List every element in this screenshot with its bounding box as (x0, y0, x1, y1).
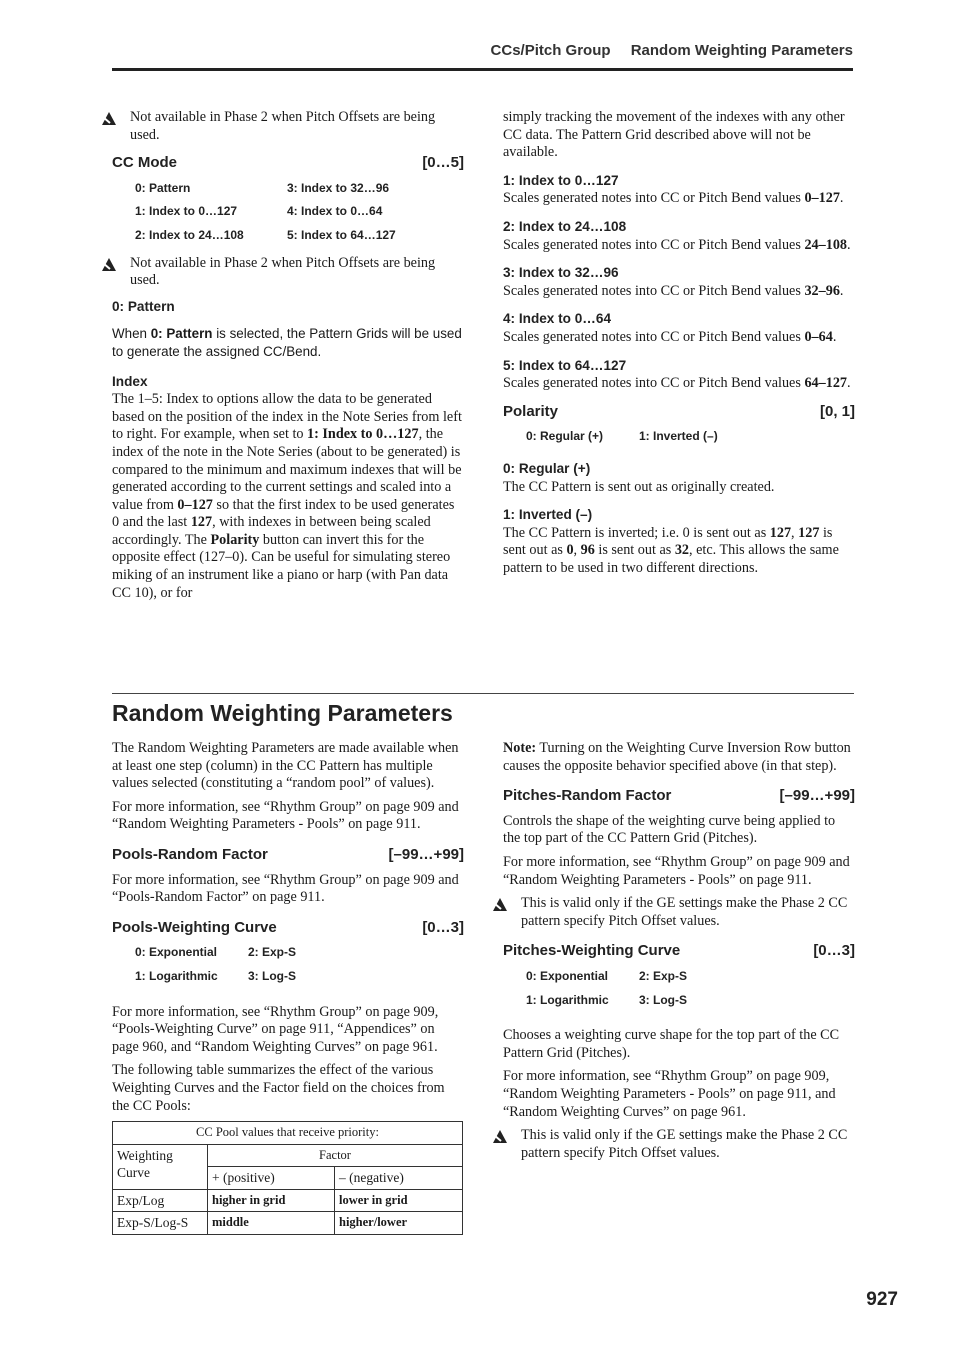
note-paragraph (503, 740, 855, 775)
text-run-bold: 32 (674, 542, 690, 559)
text-run: , (791, 524, 799, 541)
option: 3: Log-S (639, 992, 687, 1007)
page-number: 927 (866, 1289, 898, 1310)
left-column-bottom (112, 740, 464, 1235)
factor-paragraph: Controls the shape of the weighting curve being applied to the top part of the CC Pattern Grid (Pitches). (503, 812, 836, 847)
index-item (503, 172, 855, 208)
index-item-heading: 5: Index to 64…127 (503, 357, 627, 373)
text-run: , the index of the note in the Note Series (about to be generated) is compared to the minimum and maximum indexes that will be generated according to the current settings and scaled into a value from (112, 426, 462, 513)
text-run-bold: 127 (798, 524, 820, 541)
caution-icon (100, 255, 118, 272)
pools-factor-range: [–99…+99] (388, 845, 464, 863)
option: 1: Logarithmic (135, 968, 218, 983)
pools-curve-heading (112, 919, 464, 937)
caution-note (112, 255, 464, 290)
pools-factor-heading (112, 846, 464, 864)
table-cell: lower in grid (335, 1189, 463, 1212)
weighting-curve-table (112, 1121, 463, 1235)
regular-paragraph: The CC Pattern is sent out as originally created. (503, 478, 775, 495)
index-heading: Index (112, 373, 148, 389)
reference-paragraph: For more information, see “Rhythm Group” on page 909, “Random Weighting Parameters - Pools” on page 911, and “Random Weighting Curves” on page 961. (503, 1068, 836, 1120)
table-cell: middle (208, 1212, 335, 1235)
section-divider (112, 693, 854, 694)
option: 0: Regular (+) (526, 429, 604, 444)
table-row (113, 1212, 463, 1235)
text-run: The 1–5: Index to options allow the data to be generated based on the position of the index in the Note Series from left to right. For example, when set to (112, 391, 462, 443)
table-header-positive: + (positive) (208, 1167, 335, 1190)
text-run: so that the first index to be used generates 0 and the last (112, 496, 455, 531)
text-run: Scales generated notes into CC or Pitch Bend values (503, 190, 805, 207)
option: 3: Log-S (248, 968, 296, 983)
table-intro-paragraph: The following table summarizes the effect of the various Weighting Curves and the Factor field on the choices from the CC Pools: (112, 1062, 445, 1114)
pitches-curve-range: [0…3] (813, 942, 855, 960)
text-run-bold: 127 (769, 524, 792, 541)
index-item (503, 264, 855, 300)
section-title: Random Weighting Parameters (112, 700, 453, 726)
option: 0: Exponential (526, 968, 609, 983)
range-value: 0–64 (804, 328, 833, 345)
index-item-text: Scales generated notes into CC or Pitch Bend values 32–96. (503, 282, 844, 299)
option: 0: Exponential (135, 945, 218, 960)
reference-paragraph: For more information, see “Rhythm Group” on page 909, “Pools-Weighting Curve” on page 911, “Appendices” on page 960, and “Random Weighting Curves” on page 961. (112, 1003, 439, 1055)
index-item (503, 357, 855, 393)
intro-paragraph: The Random Weighting Parameters are made available when at least one step (column) in the CC Pattern has multiple values selected (constituting a “random pool” of values). (112, 740, 459, 792)
index-item (503, 310, 855, 346)
pitches-curve-heading (503, 942, 855, 960)
caution-note (112, 109, 464, 144)
option: 1: Index to 0…127 (135, 204, 238, 219)
left-column-top (112, 109, 464, 608)
caution-note (503, 1127, 855, 1162)
cc-mode-heading (112, 154, 464, 172)
text-run-bold: 0–127 (177, 496, 213, 513)
index-item-text: Scales generated notes into CC or Pitch Bend values 64–127. (503, 375, 851, 392)
continued-paragraph: simply tracking the movement of the indexes with any other CC data. The Pattern Grid described above will not be available. (503, 109, 845, 161)
table-cell: Exp-S/Log-S (113, 1212, 208, 1235)
pitches-factor-range: [–99…+99] (779, 787, 855, 805)
caution-text: This is valid only if the GE settings make the Phase 2 CC pattern specify Pitch Offset values. (521, 1127, 848, 1161)
note-label: Note: (503, 740, 537, 756)
cc-mode-range: [0…5] (422, 154, 464, 172)
pools-curve-title: Pools-Weighting Curve (112, 918, 277, 936)
text-run: is selected, the Pattern Grids will be used to generate the assigned CC/Bend. (112, 326, 462, 359)
table-row (113, 1144, 463, 1167)
caution-icon (100, 109, 118, 126)
text-run: When (112, 326, 151, 342)
table-row (113, 1189, 463, 1212)
text-run: button can invert this for the opposite effect (127–0). Can be useful for simulating stereo miking of an instrument like a piano or harp (with Pan data CC 10), or for (112, 531, 451, 601)
text-run: Scales generated notes into CC or Pitch Bend values (503, 236, 805, 253)
table-header-curve: Weighting Curve (113, 1144, 208, 1189)
text-run: Scales generated notes into CC or Pitch Bend values (503, 282, 805, 299)
pools-curve-options (135, 944, 464, 985)
option: 0: Pattern (135, 180, 191, 195)
header-section: CCs/Pitch Group (490, 42, 611, 59)
option: 3: Index to 32…96 (287, 180, 390, 195)
table-row (113, 1122, 463, 1145)
caution-note (503, 895, 855, 930)
text-run: Scales generated notes into CC or Pitch Bend values (503, 328, 805, 345)
right-column-top (503, 109, 855, 583)
table-cell: Exp/Log (113, 1189, 208, 1212)
page-header (112, 42, 853, 71)
range-value: 0–127 (804, 190, 840, 207)
polarity-options (526, 428, 855, 446)
text-run-bold: 0: Pattern (150, 326, 213, 342)
polarity-heading (503, 403, 855, 421)
table-header-negative: – (negative) (335, 1167, 463, 1190)
option: 1: Inverted (–) (639, 429, 718, 444)
polarity-title: Polarity (503, 402, 559, 420)
text-run: , etc. This allows the same pattern to be used in two different directions. (503, 542, 839, 576)
text-run: The CC Pattern is inverted; i.e. 0 is sent out as (503, 524, 770, 541)
caution-icon (491, 895, 509, 912)
caution-icon (491, 1127, 509, 1144)
index-item-text: Scales generated notes into CC or Pitch Bend values 24–108. (503, 236, 851, 253)
index-item (503, 218, 855, 254)
text-run: , (573, 542, 581, 559)
option: 5: Index to 64…127 (287, 227, 396, 242)
option: 2: Index to 24…108 (135, 227, 244, 242)
reference-paragraph: For more information, see “Rhythm Group” on page 909 and “Random Weighting Parameters - Pools” on page 911. (112, 798, 459, 833)
right-column-bottom (503, 740, 855, 1170)
range-value: 32–96 (804, 282, 840, 299)
running-header (491, 42, 853, 59)
text-run: Turning on the Weighting Curve Inversion Row button causes the opposite behavior specified above (in that step). (503, 740, 851, 774)
range-value: 24–108 (804, 236, 847, 253)
pools-curve-range: [0…3] (422, 918, 464, 936)
option: 1: Logarithmic (526, 992, 609, 1007)
pattern-paragraph (112, 325, 464, 360)
pitches-factor-heading (503, 787, 855, 805)
cc-mode-title: CC Mode (112, 154, 177, 172)
curve-paragraph: Chooses a weighting curve shape for the top part of the CC Pattern Grid (Pitches). (503, 1027, 840, 1061)
index-item-heading: 3: Index to 32…96 (503, 265, 619, 281)
reference-paragraph: For more information, see “Rhythm Group” on page 909 and “Random Weighting Parameters - Pools” on page 911. (503, 853, 850, 888)
caution-text: Not available in Phase 2 when Pitch Offsets are being used. (130, 109, 436, 143)
index-paragraph (112, 391, 464, 602)
index-item-heading: 1: Index to 0…127 (503, 172, 619, 188)
index-item-heading: 2: Index to 24…108 (503, 218, 627, 234)
caution-text: This is valid only if the GE settings make the Phase 2 CC pattern specify Pitch Offset values. (521, 895, 848, 929)
header-subsection: Random Weighting Parameters (630, 42, 853, 59)
inverted-heading: 1: Inverted (–) (503, 507, 593, 523)
cc-mode-options (135, 180, 464, 245)
reference-paragraph: For more information, see “Rhythm Group” on page 909 and “Pools-Random Factor” on page 911. (112, 871, 459, 906)
inverted-paragraph (503, 525, 855, 578)
index-item-heading: 4: Index to 0…64 (503, 311, 612, 327)
text-run-bold: Polarity (210, 531, 260, 548)
text-run-bold: 127 (190, 514, 213, 531)
pattern-heading: 0: Pattern (112, 298, 175, 314)
option: 2: Exp-S (248, 945, 297, 960)
text-run: , with indexes in between being scaled accordingly. The (112, 514, 431, 548)
text-run: Scales generated notes into CC or Pitch Bend values (503, 375, 805, 392)
index-item-text: Scales generated notes into CC or Pitch Bend values 0–64. (503, 328, 837, 345)
pitches-curve-options (526, 968, 855, 1009)
option: 2: Exp-S (639, 968, 688, 983)
range-value: 64–127 (804, 375, 847, 392)
text-run: is sent out as (594, 542, 675, 559)
table-header-factor: Factor (208, 1144, 463, 1167)
table-caption: CC Pool values that receive priority: (113, 1122, 463, 1145)
caution-text: Not available in Phase 2 when Pitch Offsets are being used. (130, 254, 436, 289)
pitches-curve-title: Pitches-Weighting Curve (503, 942, 681, 960)
option: 4: Index to 0…64 (287, 204, 383, 219)
index-item-text: Scales generated notes into CC or Pitch Bend values 0–127. (503, 190, 844, 207)
text-run-bold: 0 (566, 542, 574, 559)
pitches-factor-title: Pitches-Random Factor (503, 787, 672, 805)
regular-heading: 0: Regular (+) (503, 460, 591, 476)
table-cell: higher in grid (208, 1189, 335, 1212)
text-run-bold: 1: Index to 0…127 (307, 426, 419, 443)
pools-factor-title: Pools-Random Factor (112, 845, 268, 863)
polarity-range: [0, 1] (819, 402, 855, 420)
table-cell: higher/lower (335, 1212, 463, 1235)
text-run-bold: 96 (580, 542, 595, 559)
text-run: is sent out as (503, 524, 833, 559)
